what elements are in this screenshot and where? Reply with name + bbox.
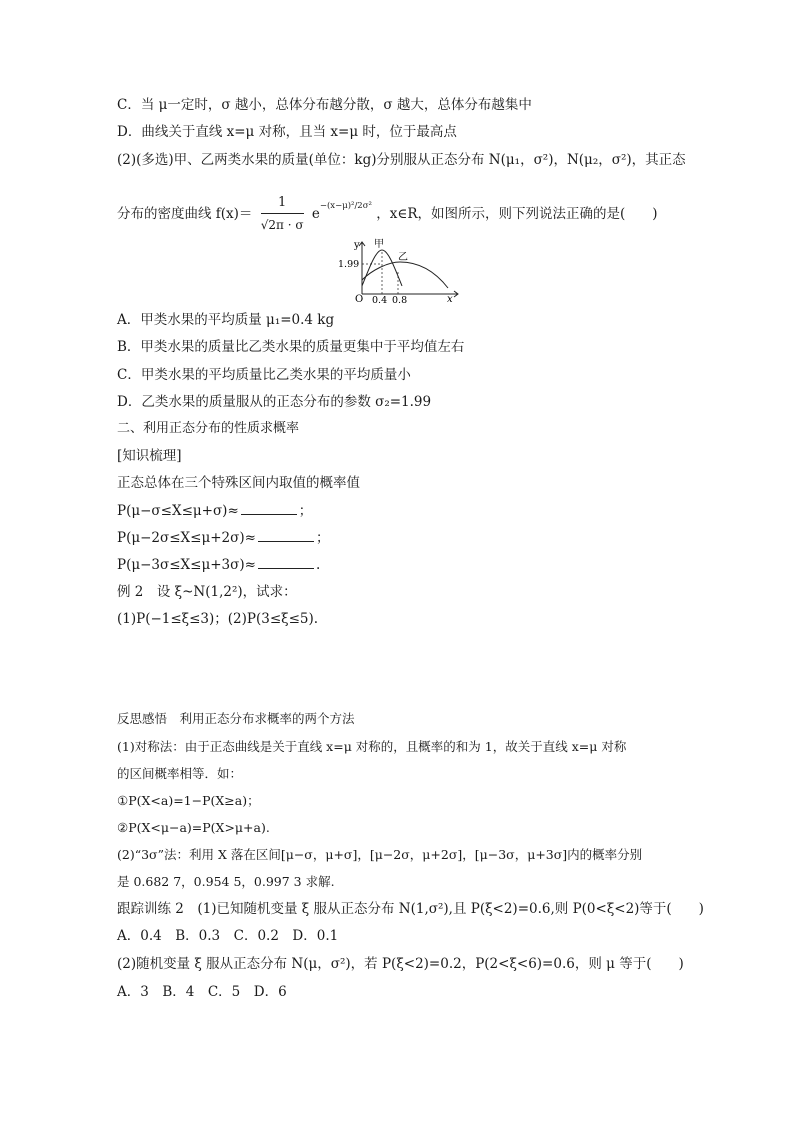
fraction-denominator: √2π · σ <box>260 218 304 232</box>
reflect-method-1-cont: 的区间概率相等．如： <box>117 766 243 781</box>
x-tick-label-1: 0.4 <box>372 295 388 304</box>
choice-a: A．甲类水果的平均质量 μ₁=0.4 kg <box>117 312 335 328</box>
tracking-exercise-1: 跟踪训练 2 (1)已知随机变量 ξ 服从正态分布 N(1,σ²),且 P(ξ<2)=0.6,则 P(0<ξ<2)等于( ) <box>117 901 704 917</box>
probability-expression-3: P(μ−3σ≤X≤μ+3σ)≈ <box>117 557 256 573</box>
probability-expression-1: P(μ−σ≤X≤μ+σ)≈ <box>117 503 239 519</box>
density-formula-line <box>117 186 658 234</box>
density-suffix: ，x∈R，如图所示，则下列说法正确的是( ) <box>376 206 658 222</box>
fraction-numerator: 1 <box>261 195 304 214</box>
curve-yi-label: 乙 <box>398 252 408 263</box>
probability-end-2: ； <box>315 530 330 546</box>
reflect-method-1: (1)对称法：由于正态曲线是关于直线 x=μ 对称的，且概率的和为 1，故关于直线 x=μ 对称 <box>117 739 627 754</box>
tracking-exercise-1-options: A．0.4 B．0.3 C．0.2 D．0.1 <box>117 928 339 944</box>
exponential-base: e <box>311 206 320 222</box>
option-c-text: C．当 μ一定时，σ 越小，总体分布越分散，σ 越大，总体分布越集中 <box>117 97 532 113</box>
probability-end-3: . <box>315 557 321 573</box>
y-axis-label: y <box>354 240 360 251</box>
intro-text: 正态总体在三个特殊区间内取值的概率值 <box>117 475 360 491</box>
reflect-method-2-cont: 是 0.682 7，0.954 5，0.997 3 求解. <box>117 874 335 889</box>
density-prefix: 分布的密度曲线 f(x)＝ <box>117 206 253 222</box>
reflect-example-b: ②P(X<μ−a)=P(X>μ+a). <box>117 820 270 835</box>
answer-blank-3 <box>258 556 314 569</box>
answer-blank-2 <box>258 529 314 542</box>
tracking-exercise-2: (2)随机变量 ξ 服从正态分布 N(μ，σ²)，若 P(ξ<2)=0.2，P(2<ξ<6)=0.6，则 μ 等于( ) <box>117 956 684 972</box>
x-tick-label-2: 0.8 <box>392 295 408 304</box>
exponential-power: −(x−μ)²/2σ² <box>319 201 372 211</box>
example-2-title: 例 2 设 ξ~N(1,2²)，试求： <box>117 584 297 600</box>
reflect-title: 反思感悟 利用正态分布求概率的两个方法 <box>117 711 355 726</box>
section-heading: 二、利用正态分布的性质求概率 <box>117 421 300 436</box>
option-d-text: D．曲线关于直线 x=μ 对称，且当 x=μ 时，位于最高点 <box>117 124 457 140</box>
choice-b: B．甲类水果的质量比乙类水果的质量更集中于平均值左右 <box>117 339 465 355</box>
choice-d: D．乙类水果的质量服从的正态分布的参数 σ₂=1.99 <box>117 394 432 410</box>
choice-c: C．甲类水果的平均质量比乙类水果的平均质量小 <box>117 367 411 383</box>
knowledge-label: [知识梳理] <box>117 448 182 464</box>
y-tick-label: 1.99 <box>338 259 360 270</box>
question-2-text: (2)(多选)甲、乙两类水果的质量(单位：kg)分别服从正态分布 N(μ₁，σ²)，N(μ₂，σ²)，其正态 <box>117 152 686 168</box>
answer-blank-1 <box>241 502 297 515</box>
probability-expression-2: P(μ−2σ≤X≤μ+2σ)≈ <box>117 530 256 546</box>
reflect-example-a: ①P(X<a)=1−P(X≥a)； <box>117 793 260 808</box>
probability-end-1: ； <box>298 503 313 519</box>
normal-curves-figure <box>336 236 462 304</box>
reflect-method-2: (2)“3σ”法：利用 X 落在区间[μ−σ，μ+σ]，[μ−2σ，μ+2σ]，[μ−3σ，μ+3σ]内的概率分别 <box>117 847 643 862</box>
probability-line-3 <box>117 556 320 574</box>
probability-line-2 <box>117 529 329 547</box>
tracking-exercise-2-options: A．3 B．4 C．5 D．6 <box>117 984 287 1000</box>
density-fraction <box>261 195 304 234</box>
origin-label: O <box>355 294 364 304</box>
probability-line-1 <box>117 502 312 520</box>
example-2-question: (1)P(−1≤ξ≤3)；(2)P(3≤ξ≤5). <box>117 611 319 627</box>
curve-yi <box>362 262 448 288</box>
x-axis-label: x <box>447 294 453 304</box>
curve-jia-label: 甲 <box>374 239 384 250</box>
